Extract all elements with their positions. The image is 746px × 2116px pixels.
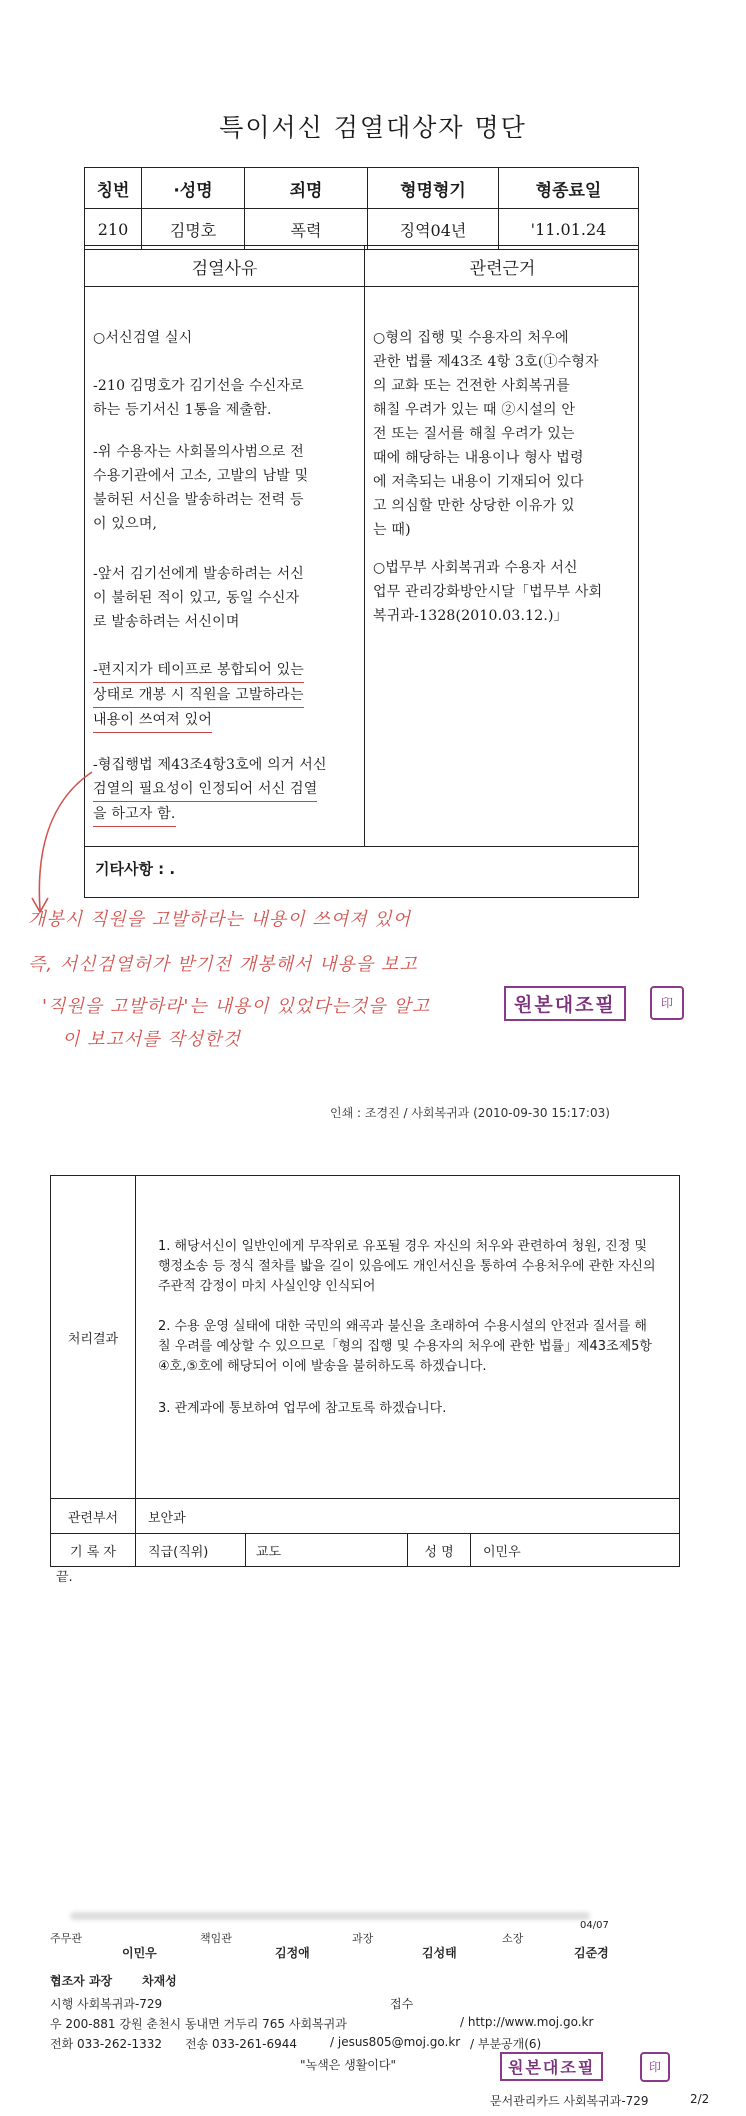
role-4: 소장 xyxy=(502,1932,524,1945)
recorder-label: 기 록 자 xyxy=(51,1534,136,1567)
result-item-1: 1. 해당서신이 일반인에게 무작위로 유포될 경우 자신의 처우와 관련하여 청원, 진정 및 행정소송 등 정식 절차를 밟을 길이 있음에도 개인서신을 통하여 수용처우에 관한 자신의 주관적 감정이 마치 사실인양 인식되어 xyxy=(158,1239,656,1294)
basis-text: ○형의 집행 및 수용자의 처우에 관한 법률 제43조 4항 3호(①수형자 의 교화 또는 건전한 사회복귀를 해칠 우려가 있는 때 ②시설의 안 전 또는 질서를 해칠 우려가 있는 때에 해당하는 내용이나 형사 법령 에 저촉되는 내용이 기재되어 있다 고 의심할 만한 상당한 이유가 있 는 때) ○법무부 사회복귀과 수용자 서신 업무 관리강화방안시달「법무부 사회 복귀과-1328(2010.03.12.)」 xyxy=(373,330,603,624)
handwritten-line-2: 즉, 서신검열허가 받기전 개봉해서 내용을 보고 xyxy=(28,954,418,975)
role-1: 주무관 xyxy=(50,1932,82,1945)
role-3: 과장 xyxy=(352,1932,374,1945)
detail-box xyxy=(84,245,639,898)
reason-text: ○서신검열 실시 -210 김명호가 김기선을 수신자로 하는 등기서신 1통을 제출함. -위 수용자는 사회몰의사범으로 전 수용기관에서 고소, 고발의 남발 및 불허된 서신을 발송하려는 전력 등 이 있으며, -앞서 김기선에게 발송하려는 서신 이 불허된 적이 있고, 동일 수신자 로 발송하려는 서신이며 -편지지가 테이프로 봉합되어 있는 상태로 개봉 시 직원을 고발하라는 내용이 쓰여져 있어 -형집행법 제43조4항3호에 의거 서신 검열의 필요성이 인정되어 서신 검열 을 하고자 함. xyxy=(93,326,361,827)
header-crime: 죄명 xyxy=(245,168,368,209)
handwritten-line-3: '직원을 고발하라'는 내용이 있었다는것을 알고 xyxy=(42,996,431,1017)
rank-label: 직급(직위) xyxy=(136,1534,246,1567)
dept-value: 보안과 xyxy=(136,1499,680,1534)
seal-icon-bottom: 印 xyxy=(640,2052,670,2082)
value-crime: 폭력 xyxy=(245,209,368,250)
result-body xyxy=(136,1176,680,1499)
email-link[interactable]: / jesus805@moj.go.kr xyxy=(330,2035,461,2049)
name-value: 이민우 xyxy=(471,1534,680,1567)
dept-label: 관련부서 xyxy=(51,1499,136,1534)
address: 우 200-881 강원 춘천시 동내면 거두리 765 사회복귀과 xyxy=(50,2017,347,2031)
slogan: "녹색은 생활이다" xyxy=(300,2058,396,2072)
header-number: 칭번 xyxy=(85,168,142,209)
seal-icon: 印 xyxy=(650,986,684,1020)
result-table xyxy=(50,1175,680,1567)
website-link[interactable]: / http://www.moj.go.kr xyxy=(460,2015,594,2029)
approval-date: 04/07 xyxy=(580,1920,609,1931)
result-label: 처리결과 xyxy=(51,1176,136,1499)
rank-value: 교도 xyxy=(246,1534,408,1567)
handwritten-line-4: 이 보고서를 작성한것 xyxy=(62,1029,241,1050)
basis-header: 관련근거 xyxy=(469,259,536,279)
name-2: 김정애 xyxy=(275,1946,310,1960)
end-mark: 끝. xyxy=(56,1570,73,1585)
name-label: 성 명 xyxy=(408,1534,471,1567)
name-4: 김준경 xyxy=(574,1946,609,1960)
cooperator-label: 협조자 과장 xyxy=(50,1974,113,1988)
name-1: 이민우 xyxy=(122,1946,157,1960)
reason-header: 검열사유 xyxy=(191,259,258,279)
result-item-2: 2. 수용 운영 실태에 대한 국민의 왜곡과 불신을 초래하여 수용시설의 안전과 질서를 해칠 우려를 예상할 수 있으므로「형의 집행 및 수용자의 처우에 관한 법률」제43조제5항④호,⑤호에 해당되어 이에 발송을 불허하도록 하겠습니다. xyxy=(158,1319,652,1374)
phone: 전화 033-262-1332 xyxy=(50,2037,163,2051)
original-verified-stamp: 원본대조필 xyxy=(504,986,626,1021)
page-number: 2/2 xyxy=(690,2092,710,2106)
original-verified-stamp-bottom: 원본대조필 xyxy=(500,2052,603,2081)
value-end-date: '11.01.24 xyxy=(499,209,639,250)
header-sentence: 형명형기 xyxy=(368,168,499,209)
receive-label: 접수 xyxy=(390,1997,414,2011)
page-title: 특이서신 검열대상자 명단 xyxy=(219,113,527,142)
header-name: ·성명 xyxy=(142,168,245,209)
annotation-arrow xyxy=(20,770,100,920)
value-sentence: 징역04년 xyxy=(368,209,499,250)
result-item-3: 3. 관계과에 통보하여 업무에 참고토록 하겠습니다. xyxy=(158,1401,447,1416)
cooperator-name: 차재성 xyxy=(142,1974,177,1988)
fax: 전송 033-261-6944 xyxy=(185,2037,298,2051)
print-info: 인쇄 : 조경진 / 사회복귀과 (2010-09-30 15:17:03) xyxy=(330,1106,610,1120)
handwritten-line-1: 개봉시 직원을 고발하라는 내용이 쓰여져 있어 xyxy=(28,909,411,930)
doc-card-number: 문서관리카드 사회복귀과-729 xyxy=(490,2094,649,2108)
role-2: 책임관 xyxy=(200,1932,232,1945)
inmate-table xyxy=(84,167,639,250)
disclosure: / 부분공개(6) xyxy=(470,2037,542,2051)
name-3: 김성태 xyxy=(422,1946,457,1960)
redacted-line xyxy=(70,1912,590,1920)
value-number: 210 xyxy=(85,209,142,250)
other-notes: 기타사항 : . xyxy=(95,860,176,878)
enforce-number: 시행 사회복귀과-729 xyxy=(50,1997,163,2011)
value-name: 김명호 xyxy=(142,209,245,250)
header-end-date: 형종료일 xyxy=(499,168,639,209)
